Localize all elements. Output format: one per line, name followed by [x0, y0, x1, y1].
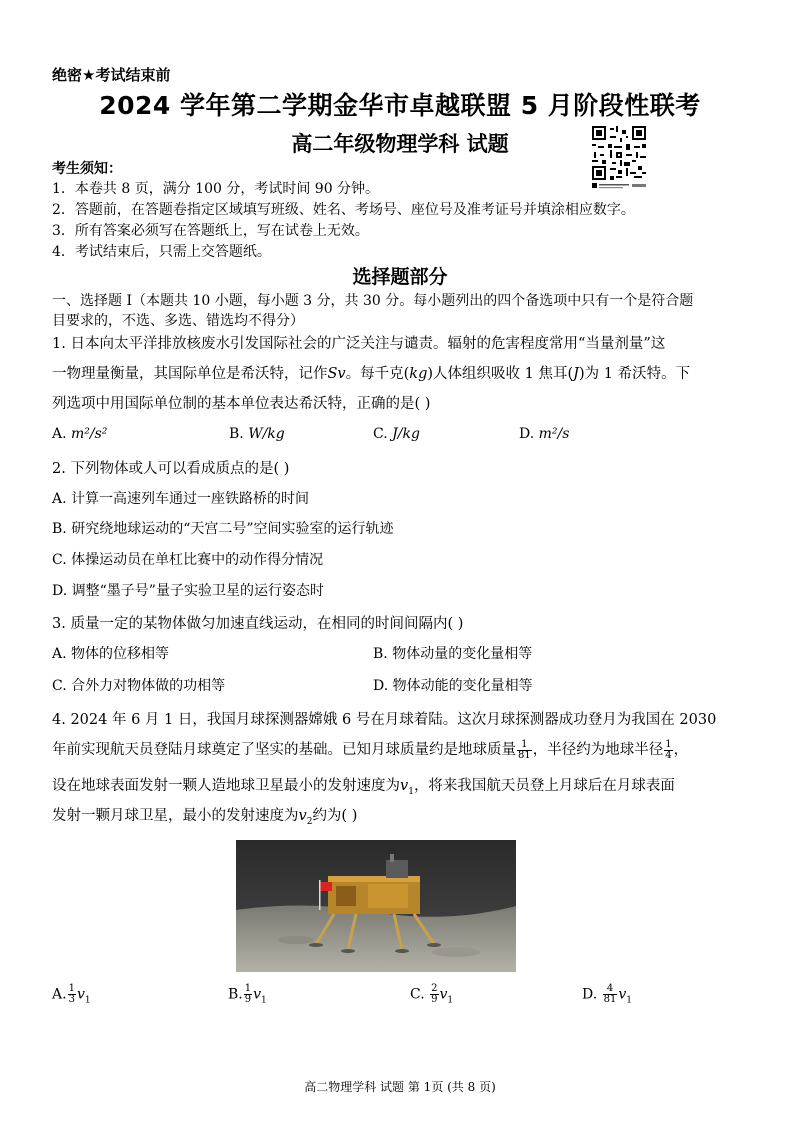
q2-option-a: A. 计算一高速列车通过一座铁路桥的时间	[52, 491, 310, 507]
q4-option-c: C. $\frac{2}{9}$ $v_1$	[410, 983, 454, 1006]
q3-option-b: B. 物体动量的变化量相等	[373, 646, 533, 662]
exam-title: 2024 学年第二学期金华市卓越联盟 5 月阶段性联考	[99, 91, 701, 120]
q4-stem-line: 设在地球表面发射一颗人造地球卫星最小的发射速度为$v_1$，将来我国航天员登上月球后在月球表面	[52, 778, 675, 797]
q4-stem-line: 4. 2024 年 6 月 1 日，我国月球探测器嫦娥 6 号在月球着陆。这次月球探测器成功登月为我国在 2030	[52, 712, 717, 728]
q2-option-d: D. 调整“墨子号”量子实验卫星的运行姿态时	[52, 583, 324, 599]
q1-option-a: A. m²/s²	[52, 426, 108, 442]
fraction-radius: $\frac{1}{4}$	[665, 738, 672, 761]
exam-subtitle: 高二年级物理学科 试题	[291, 132, 509, 156]
q3-option-d: D. 物体动能的变化量相等	[373, 678, 533, 694]
q1-stem-line: 1. 日本向太平洋排放核废水引发国际社会的广泛关注与谴责。辐射的危害程度常用“当量剂量”这	[52, 336, 666, 352]
unit-sv: Sv	[327, 366, 346, 382]
lunar-lander-photo	[236, 840, 516, 972]
q2-option-c: C. 体操运动员在单杠比赛中的动作得分情况	[52, 552, 324, 568]
fraction-mass: $\frac{1}{81}$	[518, 738, 531, 761]
section-intro: 一、选择题 I（本题共 10 小题，每小题 3 分，共 30 分。每小题列出的四个备选项中只有一个是符合题	[52, 293, 694, 309]
q4-stem-line: 发射一颗月球卫星，最小的发射速度为$v_2$约为( )	[52, 808, 358, 827]
q4-option-a: A. $\frac{1}{3}$ $v_1$	[52, 983, 91, 1006]
q1-option-b: B. W/kg	[229, 426, 285, 442]
q1-option-c: C. J/kg	[373, 426, 420, 442]
q1-text: )为 1 希沃特。下	[578, 366, 691, 382]
unit-j: J	[573, 366, 579, 382]
q4-stem-line: 年前实现航天员登陆月球奠定了坚实的基础。已知月球质量约是地球质量 $\frac{1}{81}$ ，半径约为地球半径 $\frac{1}{4}$ ，	[52, 738, 689, 761]
notice-item: 1．本卷共 8 页，满分 100 分，考试时间 90 分钟。	[52, 181, 380, 197]
confidential-label: 绝密★考试结束前	[52, 66, 171, 84]
q1-text: )人体组织吸收 1 焦耳(	[427, 366, 574, 382]
section-intro: 目要求的，不选、多选、错选均不得分）	[52, 313, 304, 329]
notice-item: 4．考试结束后，只需上交答题纸。	[52, 244, 271, 260]
notice-item: 3．所有答案必须写在答题纸上，写在试卷上无效。	[52, 223, 369, 239]
q3-stem: 3. 质量一定的某物体做匀加速直线运动，在相同的时间间隔内( )	[52, 616, 464, 632]
section-title: 选择题部分	[352, 266, 448, 288]
q4-option-d: D. $\frac{4}{81}$ $v_1$	[582, 983, 633, 1006]
q1-text: 。每千克(	[345, 366, 410, 382]
page-footer: 高二物理学科 试题 第 1页 (共 8 页)	[304, 1080, 496, 1094]
qr-code	[592, 126, 646, 180]
q2-option-b: B. 研究绕地球运动的“天宫二号”空间实验室的运行轨迹	[52, 521, 394, 537]
q3-option-c: C. 合外力对物体做的功相等	[52, 678, 226, 694]
unit-kg: kg	[409, 366, 428, 382]
qr-caption-graphic	[592, 182, 648, 190]
notice-item: 2．答题前，在答题卷指定区域填写班级、姓名、考场号、座位号及准考证号并填涂相应数字。	[52, 202, 635, 218]
q1-text: 一物理量衡量，其国际单位是希沃特，记作	[52, 366, 328, 382]
q1-option-d: D. m²/s	[519, 426, 570, 442]
q2-stem: 2. 下列物体或人可以看成质点的是( )	[52, 461, 290, 477]
notice-heading: 考生须知：	[52, 161, 122, 177]
q4-option-b: B. $\frac{1}{9}$ $v_1$	[228, 983, 267, 1006]
q3-option-a: A. 物体的位移相等	[52, 646, 170, 662]
q1-stem-line: 列选项中用国际单位制的基本单位表达希沃特，正确的是( )	[52, 396, 431, 412]
q1-stem-line	[52, 362, 690, 383]
